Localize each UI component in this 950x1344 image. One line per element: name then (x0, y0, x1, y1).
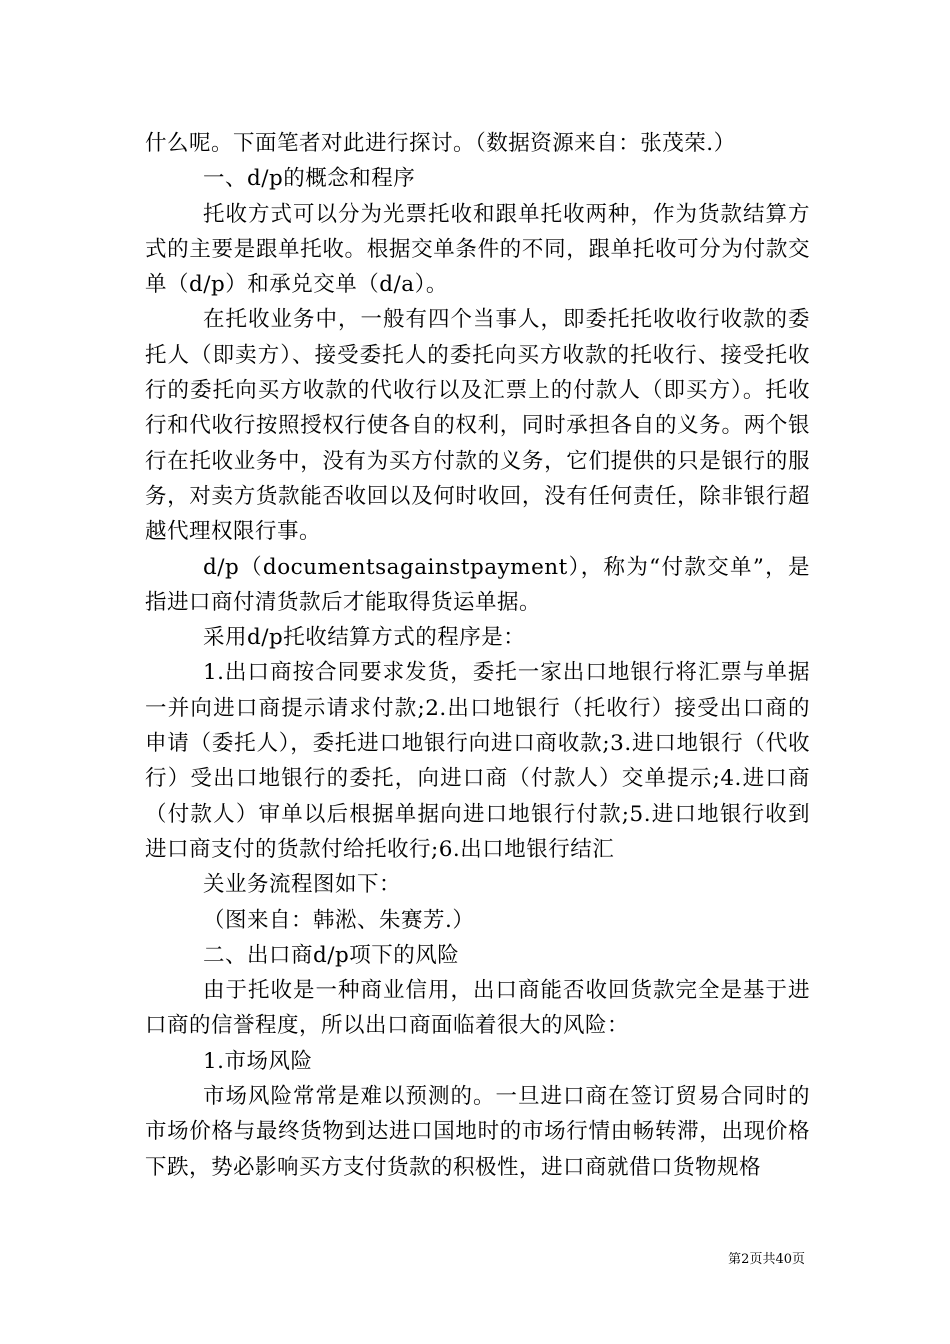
paragraph-9: 市场风险常常是难以预测的。一旦进口商在签订贸易合同时的市场价格与最终货物到达进口国地时的市场行情由畅转滞，出现价格下跌，势必影响买方支付货款的积极性，进口商就借口货物规格 (145, 1084, 810, 1180)
page-number: 第2页共40页 (728, 1252, 805, 1267)
section-heading-1: 一、d/p的概念和程序 (203, 166, 416, 192)
section-heading-2: 二、出口商d/p项下的风险 (203, 942, 460, 968)
paragraph-8: 由于托收是一种商业信用，出口商能否收回货款完全是基于进口商的信誉程度，所以出口商面临着很大的风险： (145, 978, 810, 1039)
paragraph-2: 托收方式可以分为光票托收和跟单托收两种，作为货款结算方式的主要是跟单托收。根据交单条件的不同，跟单托收可分为付款交单（d/p）和承兑交单（d/a）。 (145, 201, 810, 298)
subheading-market-risk: 1.市场风险 (203, 1048, 313, 1074)
paragraph-4: d/p（documentsagainstpayment），称为“付款交单”，是指进口商付清货款后才能取得货运单据。 (145, 554, 810, 615)
paragraph-3: 在托收业务中，一般有四个当事人，即委托托收收行收款的委托人（即卖方）、接受委托人的委托向买方收款的托收行、接受托收行的委托向买方收款的代收行以及汇票上的付款人（即买方）。托收行和代收行按照授权行使各自的权利，同时承担各自的义务。两个银行在托收业务中，没有为买方付款的义务，它们提供的只是银行的服务，对卖方货款能否收回以及何时收回，没有任何责任，除非银行超越代理权限行事。 (145, 307, 810, 545)
figure-source: （图来自：韩淞、朱赛芳.） (203, 907, 475, 933)
document-body (145, 126, 810, 1185)
paragraph-7: 关业务流程图如下： (203, 872, 402, 898)
paragraph-5: 采用d/p托收结算方式的程序是： (203, 625, 526, 651)
paragraph-1: 什么呢。下面笔者对此进行探讨。（数据资源来自：张茂荣.） (145, 131, 736, 156)
paragraph-6: 1.出口商按合同要求发货，委托一家出口地银行将汇票与单据一并向进口商提示请求付款;2.出口地银行（托收行）接受出口商的申请（委托人），委托进口地银行向进口商收款;3.进口地银行（代收行）受出口地银行的委托，向进口商（付款人）交单提示;4.进口商（付款人）审单以后根据单据向进口地银行付款;5.进口地银行收到进口商支付的货款付给托收行;6.出口地银行结汇 (145, 660, 810, 862)
